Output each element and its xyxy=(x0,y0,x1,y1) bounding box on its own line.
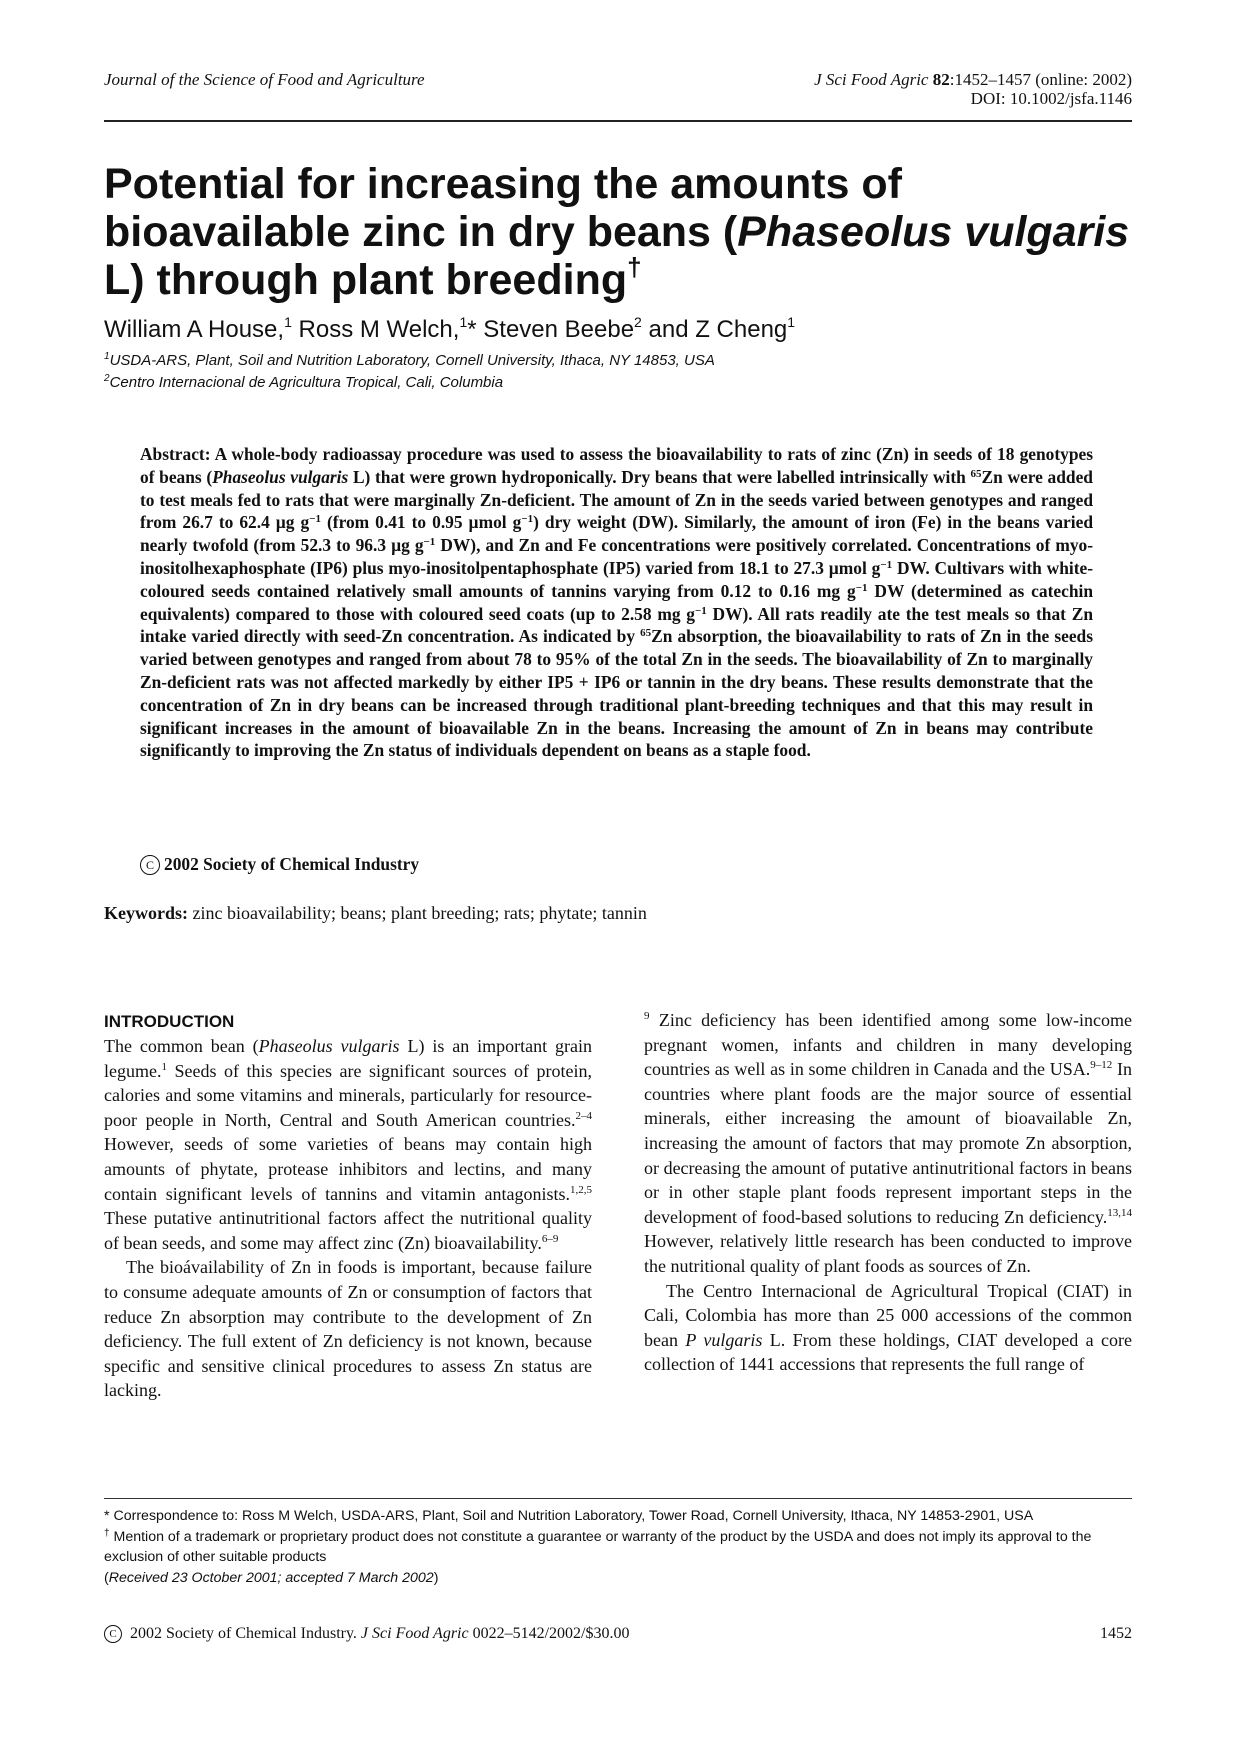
abstract-text: Zn were added to test meals fed to rats that were marginally Zn-deficient. The amount of Zn in the seeds varied between genotypes and ranged from 26.7 to 62.4 µg g xyxy=(140,466,1093,533)
title-part1: Potential for increasing the amounts of bioavailable zinc in dry beans ( xyxy=(104,160,902,256)
abstract-species: Phaseolus vulgaris xyxy=(212,466,349,487)
abstract-text: Abstract: A whole-body radioassay procedure was used to assess the bioavailability to rats of zinc (Zn) in seeds of 18 genotypes of beans ( xyxy=(140,444,1093,487)
footer-copyright xyxy=(104,1624,630,1644)
author-list xyxy=(104,316,795,344)
body-species: Phaseolus vulgaris xyxy=(258,1036,400,1056)
citation-pages: :1452–1457 (online: 2002) xyxy=(949,70,1132,89)
citation-block xyxy=(814,70,1132,108)
affiliation-1 xyxy=(104,352,715,370)
footnote-mark: * xyxy=(104,1508,110,1524)
received-text: Received 23 October 2001; accepted 7 March 2002 xyxy=(108,1569,434,1586)
abstract-text: (from 0.41 to 0.95 µmol g xyxy=(320,512,522,533)
abstract-text: DW (determined as catechin equivalents) compared to those with coloured seed coats (up to 2.58 mg g xyxy=(140,580,1093,624)
author-affil-ref: 1 xyxy=(459,314,468,330)
body-species: P vulgaris xyxy=(685,1329,763,1350)
author-name: Steven Beebe xyxy=(476,316,635,343)
body-text: The common bean ( xyxy=(104,1036,259,1056)
citation xyxy=(814,70,1132,89)
journal-name: Journal of the Science of Food and Agriculture xyxy=(104,70,425,89)
citation-ref: 2–4 xyxy=(575,1109,592,1122)
keywords xyxy=(104,902,647,924)
affiliation-number: 2 xyxy=(104,373,110,384)
footnote-disclaimer xyxy=(104,1527,1132,1568)
footnote-mark: † xyxy=(104,1527,110,1539)
paragraph-continued xyxy=(644,1008,1132,1279)
doi: DOI: 10.1002/jsfa.1146 xyxy=(970,89,1132,108)
affiliation-text: USDA-ARS, Plant, Soil and Nutrition Laboratory, Cornell University, Ithaca, NY 14853, USA xyxy=(109,352,715,369)
body-text: The Centro Internacional de Agricultural Tropical (CIAT) in Cali, Colombia has more than 25 000 accessions of the common bean xyxy=(644,1280,1132,1350)
footnote-rule xyxy=(104,1498,1132,1499)
isotope-mass: 65 xyxy=(640,627,652,640)
body-text: L) is an important grain legume. xyxy=(104,1036,593,1081)
paragraph xyxy=(104,1034,592,1255)
footer-journal: J Sci Food Agric xyxy=(360,1625,469,1642)
paren: ) xyxy=(433,1569,439,1586)
unit-exponent: −1 xyxy=(855,581,868,594)
body-column-left xyxy=(104,1010,592,1403)
unit-exponent: −1 xyxy=(309,513,321,526)
paper-page xyxy=(104,0,1132,1755)
footnotes xyxy=(104,1506,1132,1588)
received-dates xyxy=(104,1568,1132,1589)
paragraph xyxy=(104,1255,592,1403)
header-rule xyxy=(104,120,1132,122)
corresponding-mark: * xyxy=(467,316,477,343)
citation-ref: 6–9 xyxy=(541,1232,559,1245)
author-affil-ref: 1 xyxy=(787,314,796,330)
body-text: However, relatively little research has been conducted to improve the nutritional quality of plant foods as sources of Zn. xyxy=(644,1231,1132,1276)
author-affil-ref: 2 xyxy=(634,314,642,330)
footer-issn: 0022–5142/2002/$30.00 xyxy=(468,1625,630,1642)
title-species: Phaseolus vulgaris xyxy=(737,208,1130,256)
copyright-icon: C xyxy=(104,1625,122,1643)
abstract-text: DW. Cultivars with white-coloured seeds contained relatively small amounts of tannins varying from 0.12 to 0.16 mg g xyxy=(140,557,1093,601)
unit-exponent: −1 xyxy=(880,558,893,571)
author-name: Ross M Welch, xyxy=(291,316,460,343)
body-column-right xyxy=(644,1008,1132,1377)
affiliation-number: 1 xyxy=(104,351,110,362)
author-name: and Z Cheng xyxy=(641,316,788,343)
abstract-text: DW). All rats readily ate the test meals so that Zn intake varied directly with seed-Zn concentration. As indicated by xyxy=(140,603,1093,647)
abstract-copyright xyxy=(140,854,419,875)
abstract-text: DW), and Zn and Fe concentrations were positively correlated. Concentrations of myo-inositolhexaphosphate (IP6) plus myo-inositolpentaphosphate (IP5) varied from 18.1 to 27.3 µmol g xyxy=(140,535,1093,578)
unit-exponent: −1 xyxy=(521,513,534,526)
citation-ref: 9–12 xyxy=(1090,1059,1113,1072)
isotope-mass: 65 xyxy=(970,467,982,480)
unit-exponent: −1 xyxy=(423,536,436,549)
body-text: In countries where plant foods are the major source of essential minerals, either increasing the amount of bioavailable Zn, increasing the amount of factors that may promote Zn absorption, or decreasing the amount of putative antinutritional factors in beans or in other staple plant foods represent important steps in the development of food-based solutions to reducing Zn deficiency. xyxy=(644,1059,1132,1227)
article-title xyxy=(104,160,1132,304)
page-number: 1452 xyxy=(1100,1625,1132,1642)
footnote-text: Mention of a trademark or proprietary product does not constitute a guarantee or warranty of the product by the USDA and does not imply its approval to the exclusion of other suitable products xyxy=(104,1528,1092,1565)
footnote-text: Correspondence to: Ross M Welch, USDA-ARS, Plant, Soil and Nutrition Laboratory, Tower Road, Cornell University, Ithaca, NY 14853-2901, USA xyxy=(109,1508,1034,1524)
footer-copyright-text: 2002 Society of Chemical Industry. xyxy=(126,1625,361,1642)
copyright-icon: C xyxy=(140,855,160,875)
citation-ref: 9 xyxy=(644,1010,650,1022)
author-name: William A House, xyxy=(104,316,285,343)
paragraph xyxy=(644,1279,1132,1377)
abstract xyxy=(140,443,1093,762)
affiliation-text: Centro Internacional de Agricultura Tropical, Cali, Columbia xyxy=(109,374,504,391)
author-affil-ref: 1 xyxy=(284,314,292,330)
keywords-text: zinc bioavailability; beans; plant breeding; rats; phytate; tannin xyxy=(188,903,647,923)
abstract-text: Zn absorption, the bioavailability to rats of Zn in the seeds varied between genotypes and ranged from about 78 to 95% of the total Zn in the seeds. The bioavailability of Zn to marginally Zn-deficient rats was not affected markedly by either IP5 + IP6 or tannin in the dry beans. These results demonstrate that the concentration of Zn in dry beans can be increased through traditional plant-breeding techniques and that this may result in significant increases in the amount of bioavailable Zn in the beans. Increasing the amount of Zn in beans may contribute significantly to improving the Zn status of individuals dependent on beans as a staple food. xyxy=(140,626,1093,761)
body-text: The bioávailability of Zn in foods is important, because failure to consume adequate amounts of Zn or consumption of factors that reduce Zn absorption may contribute to the development of Zn deficiency. The full extent of Zn deficiency is not known, because specific and sensitive clinical procedures to assess Zn status are lacking. xyxy=(104,1257,592,1401)
affiliation-2 xyxy=(104,374,503,392)
unit-exponent: −1 xyxy=(694,604,707,617)
title-part2: L) through plant breeding xyxy=(104,256,628,304)
citation-ref: 1 xyxy=(161,1060,167,1073)
title-dagger: † xyxy=(627,252,642,282)
body-text: These putative antinutritional factors affect the nutritional quality of bean seeds, and some may affect zinc (Zn) bioavailability. xyxy=(104,1208,592,1253)
copyright-text: 2002 Society of Chemical Industry xyxy=(164,854,420,874)
body-text: Zinc deficiency has been identified among some low-income pregnant women, infants and children in many developing countries as well as in some children in Canada and the USA. xyxy=(644,1010,1132,1080)
footnote-correspondence xyxy=(104,1506,1132,1527)
abstract-text: ) dry weight (DW). Similarly, the amount of iron (Fe) in the beans varied nearly twofold (from 52.3 to 96.3 µg g xyxy=(140,512,1093,556)
citation-ref: 13,14 xyxy=(1107,1206,1132,1219)
citation-volume: 82 xyxy=(932,70,950,89)
body-text: L. From these holdings, CIAT developed a core collection of 1441 accessions that represents the full range of xyxy=(644,1329,1132,1375)
body-text: Seeds of this species are significant sources of protein, calories and some vitamins and minerals, particularly for resource-poor people in North, Central and South American countries. xyxy=(104,1060,592,1130)
citation-ref: 1,2,5 xyxy=(570,1183,592,1196)
body-text: However, seeds of some varieties of beans may contain high amounts of phytate, protease inhibitors and lectins, and many contain significant levels of tannins and vitamin antagonists. xyxy=(104,1134,592,1204)
paren: ( xyxy=(104,1569,109,1586)
keywords-label: Keywords: xyxy=(104,903,188,923)
section-heading-introduction: INTRODUCTION xyxy=(104,1012,235,1031)
citation-journal: J Sci Food Agric xyxy=(814,70,929,89)
abstract-text: L) that were grown hydroponically. Dry beans that were labelled intrinsically with xyxy=(348,466,971,487)
